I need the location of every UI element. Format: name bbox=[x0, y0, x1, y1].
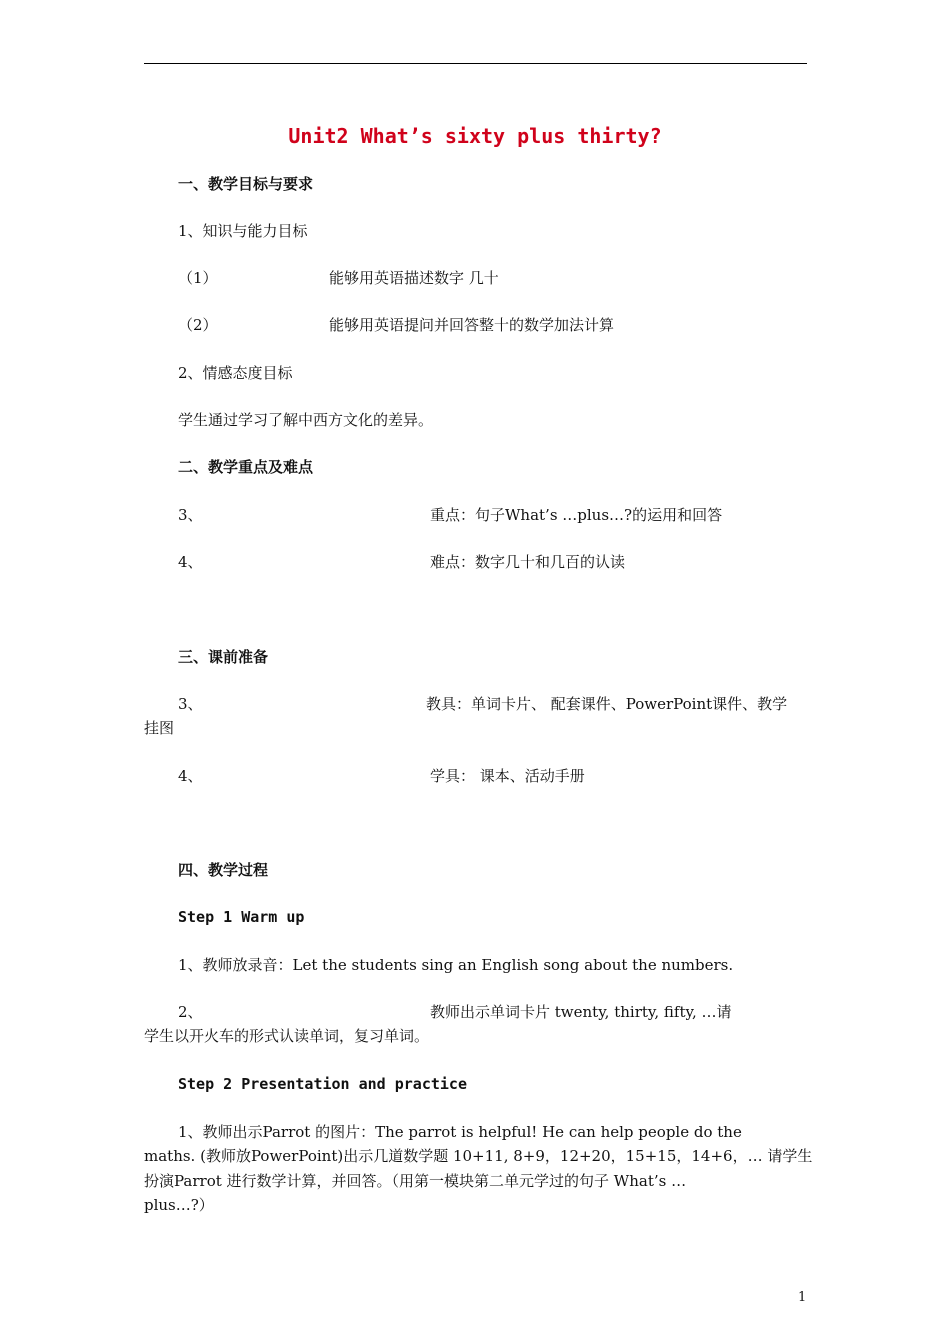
section-1-item-2-text: 学生通过学习了解中西方文化的差异。 bbox=[178, 411, 434, 429]
section-2-item-4-label: 4、 bbox=[178, 553, 203, 571]
header-rule bbox=[144, 63, 807, 64]
page-number: 1 bbox=[798, 1290, 807, 1305]
step-1-item-2-label: 2、 bbox=[178, 1003, 203, 1021]
section-3-item-4-label: 4、 bbox=[178, 767, 203, 785]
step-2-item-1-line-1: 1、教师出示Parrot 的图片：The parrot is helpful! He can help people do the bbox=[178, 1123, 742, 1141]
step-2-item-1-line-3: 扮演Parrot 进行数学计算，并回答。（用第一模块第二单元学过的句子 What’s … bbox=[144, 1172, 687, 1190]
section-3-item-3-text: 教具：单词卡片、 配套课件、PowerPoint课件、教学 bbox=[426, 695, 788, 713]
step-1-item-2-text: 教师出示单词卡片 twenty, thirty, fifty, …请 bbox=[430, 1003, 732, 1021]
section-1-item-2: 2、情感态度目标 bbox=[178, 364, 293, 382]
step-1-item-1: 1、教师放录音：Let the students sing an English song about the numbers. bbox=[178, 956, 734, 974]
section-1-sub-1-label: （1） bbox=[178, 269, 218, 287]
step-2-item-1-line-4: plus…?） bbox=[144, 1196, 214, 1214]
section-1-item-1: 1、知识与能力目标 bbox=[178, 222, 308, 240]
step-2-heading: Step 2 Presentation and practice bbox=[178, 1075, 467, 1093]
section-1-sub-2-text: 能够用英语提问并回答整十的数学加法计算 bbox=[329, 316, 615, 334]
document-title: Unit2 What’s sixty plus thirty? bbox=[288, 124, 662, 148]
section-2-heading: 二、教学重点及难点 bbox=[178, 458, 314, 476]
section-2-item-4-text: 难点：数字几十和几百的认读 bbox=[430, 553, 626, 571]
section-2-item-3-label: 3、 bbox=[178, 506, 203, 524]
section-1-heading: 一、教学目标与要求 bbox=[178, 175, 314, 193]
step-1-item-2-continuation: 学生以开火车的形式认读单词，复习单词。 bbox=[144, 1027, 430, 1045]
section-3-item-3-label: 3、 bbox=[178, 695, 203, 713]
section-1-sub-1-text: 能够用英语描述数字 几十 bbox=[329, 269, 499, 287]
section-1-sub-2-label: （2） bbox=[178, 316, 218, 334]
section-2-item-3-text: 重点：句子What’s …plus…?的运用和回答 bbox=[430, 506, 723, 524]
section-4-heading: 四、教学过程 bbox=[178, 861, 269, 879]
step-2-item-1-line-2: maths. (教师放PowerPoint)出示几道数学题 10+11, 8+9，12+20，15+15，14+6，… 请学生 bbox=[144, 1147, 813, 1165]
step-1-heading: Step 1 Warm up bbox=[178, 908, 305, 926]
section-3-item-3-continuation: 挂图 bbox=[144, 719, 175, 737]
section-3-heading: 三、课前准备 bbox=[178, 648, 269, 666]
section-3-item-4-text: 学具： 课本、活动手册 bbox=[430, 767, 585, 785]
